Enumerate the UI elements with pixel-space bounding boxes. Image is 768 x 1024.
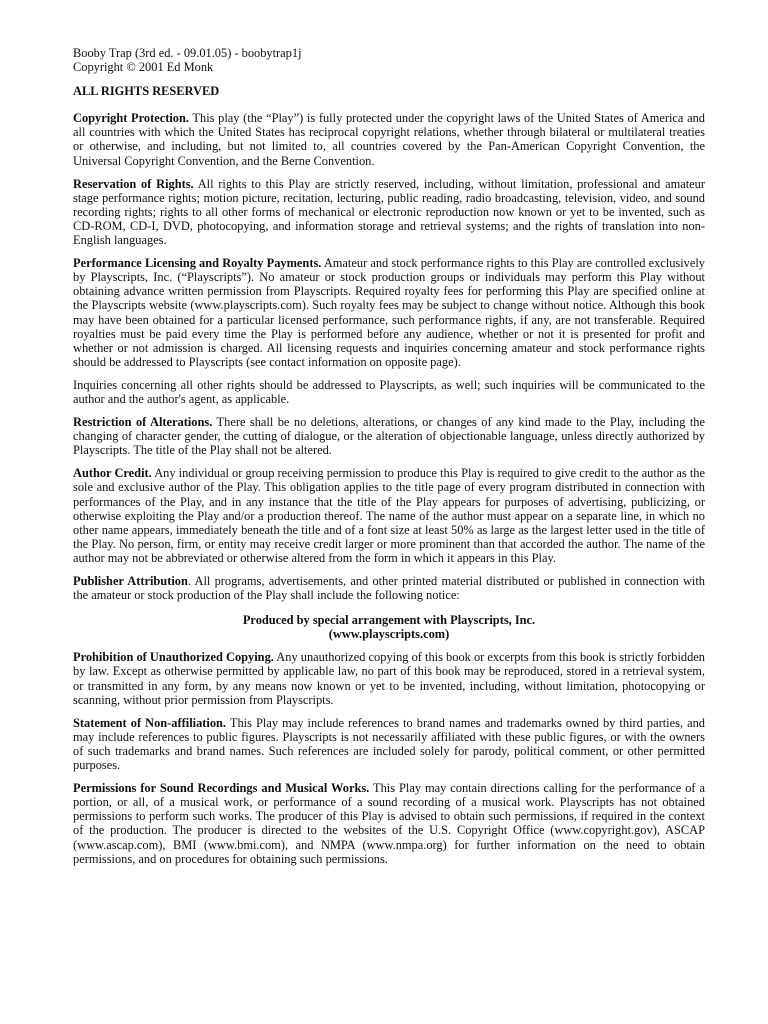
paragraph-body: This Play may include references to brand names and trademarks owned by third parties, and may include references to public figures. Playscripts is not necessarily affiliated with these public figures, or with the owners of such trademarks and brand names. Such references are included solely for parody, political comment, or other permitted purposes. [73, 715, 706, 773]
performance-licensing-paragraph [73, 256, 705, 369]
paragraph-heading: Author Credit. [73, 466, 152, 481]
notice-website-line: (www.playscripts.com) [328, 627, 450, 642]
paragraph-body: Inquiries concerning all other rights should be addressed to Playscripts, as well; such inquiries will be communicated to the author and the author's agent, as applicable. [73, 377, 705, 406]
paragraph-heading: Restriction of Alterations. [73, 415, 213, 430]
paragraph-heading: Statement of Non-affiliation. [73, 715, 227, 730]
paragraph-body: All rights to this Play are strictly reserved, including, without limitation, professional and amateur stage performance rights; motion picture, recitation, lecturing, public reading, radio broadcasting, television, video, and sound recording rights; rights to all other forms of mechanical or electronic reproduction now known or yet to be invented, such as CD-ROM, CD-I, DVD, photocopying, and information storage and retrieval systems; and the rights of translation into non-English languages. [73, 176, 705, 248]
copyright-line: Copyright © 2001 Ed Monk [73, 60, 214, 75]
author-credit-paragraph [73, 466, 705, 565]
other-rights-inquiries-paragraph [73, 378, 705, 406]
notice-line: Produced by special arrangement with Playscripts, Inc. [242, 613, 536, 628]
rights-reserved-heading: ALL RIGHTS RESERVED [73, 84, 220, 99]
reservation-of-rights-paragraph [73, 177, 705, 247]
copyright-page [73, 46, 705, 875]
paragraph-body: This play (the “Play”) is fully protected under the copyright laws of the United States of America and all countries with which the United States has reciprocal copyright relations, whether through bilateral or multilateral treaties or otherwise, and including, but not limited to, all countries covered by the Pan-American Copyright Convention, the Universal Copyright Convention, and the Berne Convention. [73, 111, 705, 168]
paragraph-body: Any unauthorized copying of this book or excerpts from this book is strictly forbidden by law. Except as otherwise permitted by applicable law, no part of this book may be reproduced, stored in a retrieval system, or transmitted in any form, by any means now known or yet to be invented, including, without limitation, photocopying or scanning, without prior permission from Playscripts. [73, 650, 705, 707]
paragraph-body: This Play may contain directions calling for the performance of a portion, or all, of a musical work, or performance of a sound recording of a musical work. Playscripts has not obtained permissions to perform such works. The producer of this Play is advised to obtain such permissions, if required in the context of the production. The producer is directed to the websites of the U.S. Copyright Office (www.copyright.gov), ASCAP (www.ascap.com), BMI (www.bmi.com), and NMPA (www.nmpa.org) for further information on the need to obtain permissions, and on procedures for obtaining such permissions. [73, 781, 706, 866]
paragraph-body: Any individual or group receiving permission to produce this Play is required to give credit to the author as the sole and exclusive author of the Play. This obligation applies to the title page of every program distributed in connection with performances of the Play, and in any instance that the title of the Play appears for purposes of advertising, publicizing, or otherwise exploiting the Play and/or a production thereof. The name of the author must appear on a separate line, in which no other name appears, immediately beneath the title and of a font size at least 50% as large as the largest letter used in the title of the Play. No person, firm, or entity may receive credit larger or more prominent than that accorded the author. The name of the author may not be abbreviated or otherwise altered from the form in which it appears in this Play. [73, 466, 705, 565]
paragraph-body: There shall be no deletions, alterations, or changes of any kind made to the Play, including the changing of character gender, the cutting of dialogue, or the alteration of objectionable language, unless directly authorized by Playscripts. The title of the Play shall not be altered. [73, 415, 705, 458]
paragraph-heading: Publisher Attribution [73, 574, 188, 588]
paragraph-body: . All programs, advertisements, and other printed material distributed or published in connection with the amateur or stock production of the Play shall include the following notice: [73, 574, 705, 603]
restriction-of-alterations-paragraph [73, 415, 705, 457]
paragraph-heading: Reservation of Rights. [73, 176, 194, 191]
unauthorized-copying-paragraph [73, 650, 705, 706]
paragraph-heading: Prohibition of Unauthorized Copying. [73, 650, 274, 665]
paragraph-heading: Copyright Protection. [73, 111, 189, 126]
paragraph-heading: Performance Licensing and Royalty Payments. [73, 256, 322, 271]
document-id-line: Booby Trap (3rd ed. - 09.01.05) - boobytrap1j [73, 46, 302, 60]
copyright-protection-paragraph [73, 111, 705, 167]
sound-recordings-permissions-paragraph [73, 781, 705, 866]
required-notice [73, 613, 705, 641]
paragraph-body: Amateur and stock performance rights to this Play are controlled exclusively by Playscripts, Inc. (“Playscripts”). No amateur or stock production groups or individuals may perform this Play without obtaining advance written permission from Playscripts. Required royalty fees for performing this Play are specified online at the Playscripts website (www.playscripts.com). Such royalty fees may be subject to change without notice. Although this book may have been obtained for a particular licensed performance, such performance rights, if any, are not transferable. Required royalties must be paid every time the Play is performed before any audience, whether or not it is presented for profit and whether or not admission is charged. All licensing requests and inquiries concerning amateur and stock performance rights should be addressed to Playscripts (see contact information on opposite page). [73, 256, 705, 369]
publisher-attribution-paragraph [73, 574, 705, 602]
paragraph-heading: Permissions for Sound Recordings and Musical Works. [73, 781, 370, 796]
non-affiliation-paragraph [73, 716, 705, 772]
